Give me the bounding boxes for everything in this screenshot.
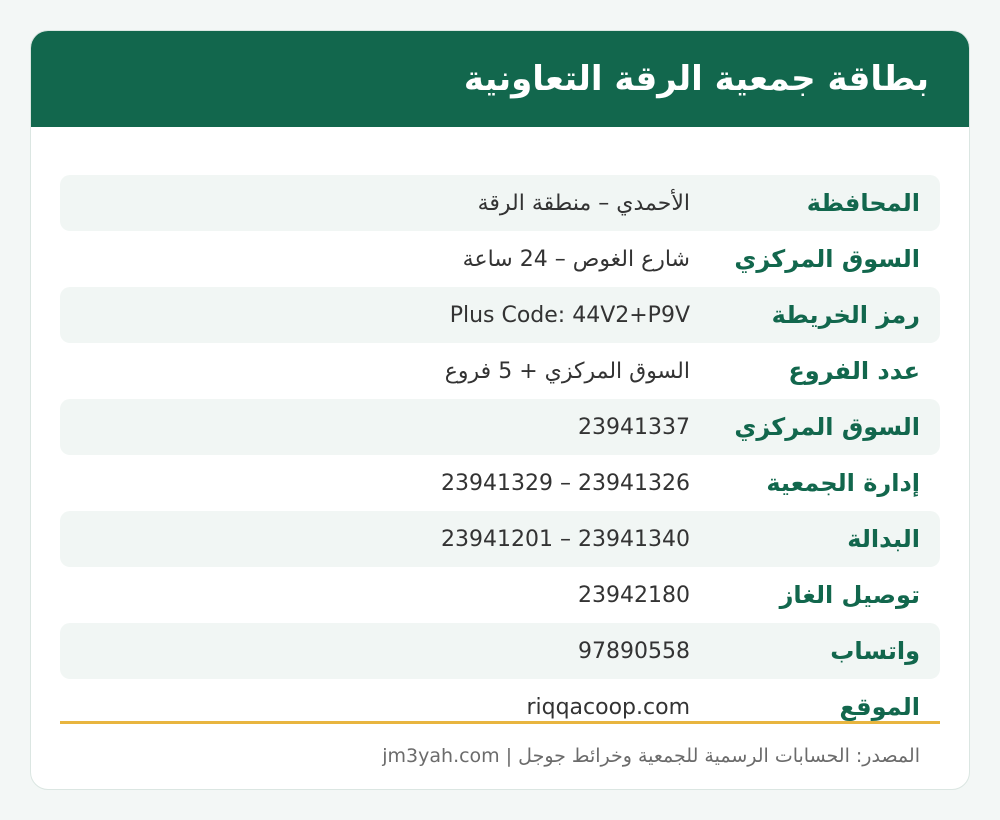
row-value: شارع الغوص – 24 ساعة xyxy=(462,246,690,272)
row-label: توصيل الغاز xyxy=(779,581,920,609)
row-label: السوق المركزي xyxy=(734,245,920,273)
row-label: السوق المركزي xyxy=(734,413,920,441)
row-central-market-phone xyxy=(60,399,940,455)
card-header xyxy=(31,31,969,127)
row-label: عدد الفروع xyxy=(788,357,920,385)
row-map-code xyxy=(60,287,940,343)
row-administration-phone xyxy=(60,455,940,511)
card-title: بطاقة جمعية الرقة التعاونية xyxy=(463,59,929,99)
row-branch-count xyxy=(60,343,940,399)
row-value: 23942180 xyxy=(578,582,690,608)
row-label: رمز الخريطة xyxy=(771,301,920,329)
row-label: الموقع xyxy=(839,693,920,721)
row-switchboard-phone xyxy=(60,511,940,567)
row-website xyxy=(60,679,940,735)
row-value: السوق المركزي + 5 فروع xyxy=(444,358,690,384)
row-label: المحافظة xyxy=(806,189,920,217)
row-value: 23941340 – 23941201 xyxy=(441,526,690,552)
website-link[interactable]: riqqacoop.com xyxy=(526,694,690,720)
accent-divider xyxy=(60,721,940,724)
row-value: 23941337 xyxy=(578,414,690,440)
row-label: واتساب xyxy=(830,637,920,665)
row-whatsapp xyxy=(60,623,940,679)
row-value: 97890558 xyxy=(578,638,690,664)
row-label: إدارة الجمعية xyxy=(766,469,920,497)
info-table xyxy=(60,175,940,735)
row-gas-delivery-phone xyxy=(60,567,940,623)
row-value: 23941326 – 23941329 xyxy=(441,470,690,496)
row-value: Plus Code: 44V2+P9V xyxy=(449,302,690,328)
info-card xyxy=(30,30,970,790)
row-central-market-address xyxy=(60,231,940,287)
source-note: المصدر: الحسابات الرسمية للجمعية وخرائط جوجل | jm3yah.com xyxy=(382,745,920,767)
row-governorate xyxy=(60,175,940,231)
row-label: البدالة xyxy=(847,525,920,553)
row-value: الأحمدي – منطقة الرقة xyxy=(477,190,690,216)
